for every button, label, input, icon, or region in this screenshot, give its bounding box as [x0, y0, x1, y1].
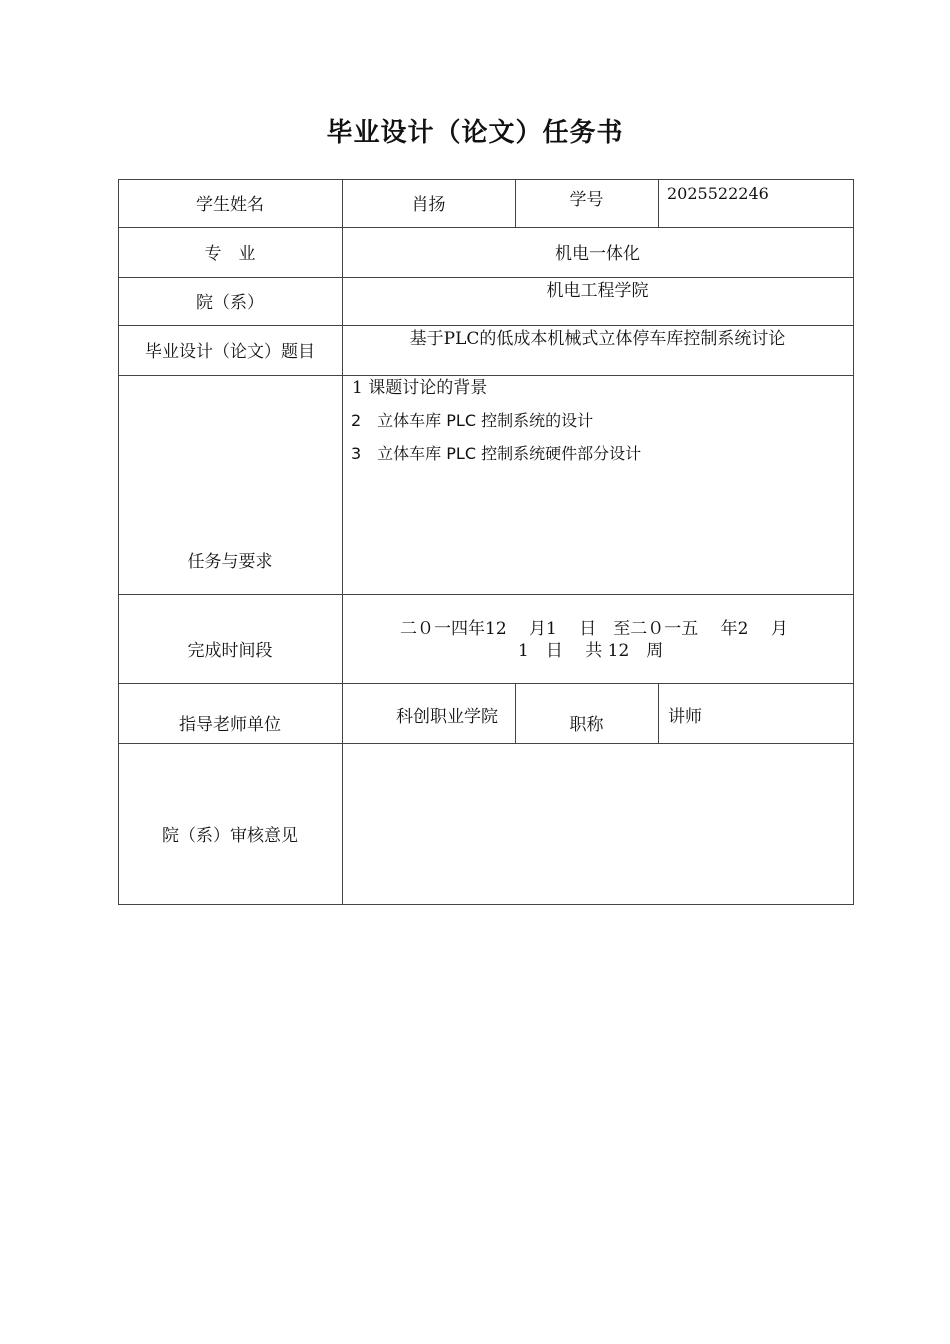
student-id-value: 2025522246	[667, 184, 769, 203]
task-item: 3 立体车库 PLC 控制系统硬件部分设计	[351, 444, 642, 463]
table-line	[118, 743, 854, 744]
table-line	[118, 179, 119, 905]
table-line	[118, 594, 854, 595]
advisor-label: 指导老师单位	[179, 715, 281, 735]
advisor-title-label: 职称	[569, 715, 604, 735]
topic-value: 基于PLC的低成本机械式立体停车库控制系统讨论	[409, 329, 786, 349]
table-line	[118, 179, 854, 180]
table-line	[658, 683, 659, 743]
major-label: 专 业	[204, 244, 256, 264]
review-label: 院（系）审核意见	[162, 826, 298, 846]
table-line	[658, 179, 659, 227]
period-line-1: 二０一四年12 月1 日 至二０一五 年2 月	[400, 619, 788, 639]
table-line	[118, 227, 854, 228]
tasks-label: 任务与要求	[187, 552, 273, 572]
table-line	[118, 375, 854, 376]
student-id-label: 学号	[569, 190, 604, 210]
student-name-value: 肖扬	[411, 195, 446, 215]
task-item: 2 立体车库 PLC 控制系统的设计	[351, 411, 594, 430]
period-label: 完成时间段	[187, 641, 273, 661]
table-line	[118, 683, 854, 684]
major-value: 机电一体化	[555, 244, 640, 264]
advisor-title-value: 讲师	[668, 707, 702, 727]
table-line	[853, 179, 854, 905]
topic-label: 毕业设计（论文）题目	[145, 342, 315, 362]
table-line	[118, 277, 854, 278]
page-title: 毕业设计（论文）任务书	[326, 118, 624, 148]
period-line-2: 1 日 共 12 周	[518, 641, 664, 661]
student-name-label: 学生姓名	[196, 195, 264, 215]
college-label: 院（系）	[196, 293, 264, 313]
table-line	[118, 325, 854, 326]
task-item: 1 课题讨论的背景	[352, 378, 488, 398]
college-value: 机电工程学院	[546, 281, 649, 301]
advisor-value: 科创职业学院	[396, 707, 498, 727]
table-line	[118, 904, 854, 905]
